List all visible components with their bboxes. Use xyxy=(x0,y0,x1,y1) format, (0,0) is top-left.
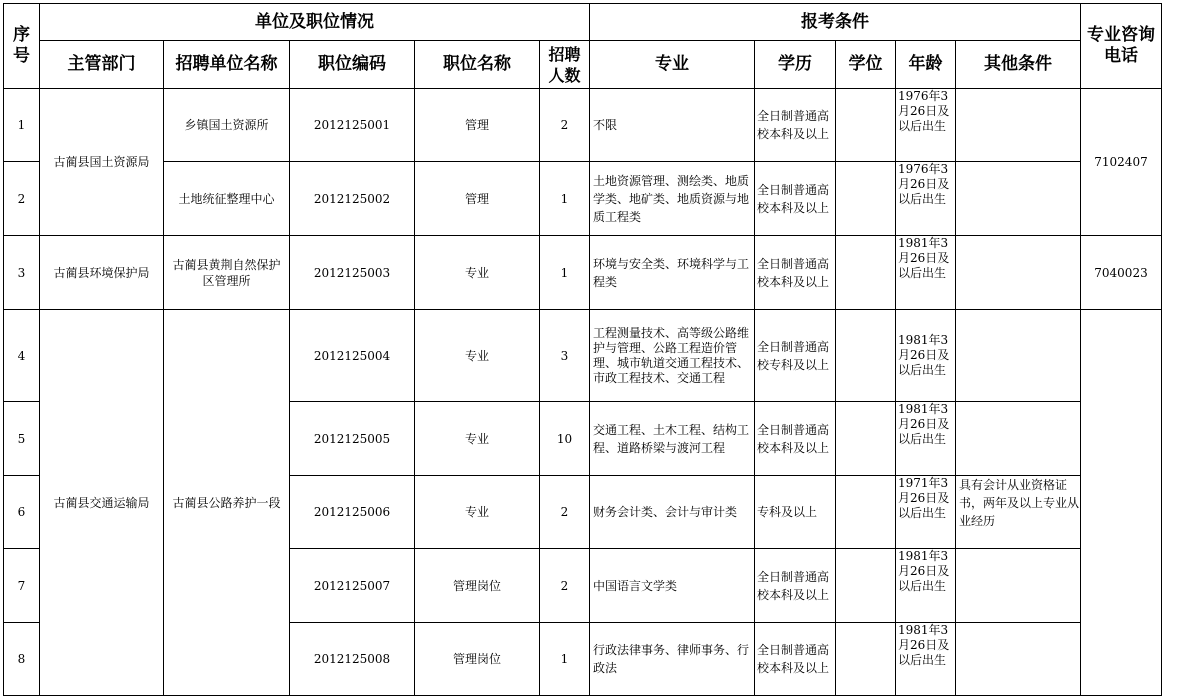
count-cell: 1 xyxy=(540,623,590,696)
phone-cell: 7102407 xyxy=(1081,89,1162,236)
major-cell: 交通工程、土木工程、结构工程、道路桥梁与渡河工程 xyxy=(590,402,755,476)
code-cell: 2012125005 xyxy=(290,402,415,476)
degree-cell xyxy=(836,402,896,476)
code-cell: 2012125004 xyxy=(290,310,415,402)
count-cell: 2 xyxy=(540,476,590,549)
header-row-1 xyxy=(4,4,1162,41)
age-cell: 1981年3月26日及以后出生 xyxy=(896,236,956,310)
seq-cell: 5 xyxy=(4,402,40,476)
education-cell: 全日制普通高校本科及以上 xyxy=(755,549,836,623)
degree-cell xyxy=(836,310,896,402)
major-cell: 工程测量技术、高等级公路维护与管理、公路工程造价管理、城市轨道交通工程技术、市政工程技术、交通工程 xyxy=(590,310,755,402)
position-header: 职位名称 xyxy=(415,41,540,89)
employer-cell: 乡镇国土资源所 xyxy=(164,89,290,162)
position-cell: 管理岗位 xyxy=(415,623,540,696)
degree-cell xyxy=(836,623,896,696)
employer-cell: 古蔺县公路养护一段 xyxy=(164,310,290,696)
seq-cell: 8 xyxy=(4,623,40,696)
degree-cell xyxy=(836,236,896,310)
other-cell xyxy=(956,162,1081,236)
major-cell: 行政法律事务、律师事务、行政法 xyxy=(590,623,755,696)
other-cell xyxy=(956,236,1081,310)
seq-cell: 6 xyxy=(4,476,40,549)
employer-header: 招聘单位名称 xyxy=(164,41,290,89)
count-header: 招聘人数 xyxy=(540,41,590,89)
major-cell: 不限 xyxy=(590,89,755,162)
table-row xyxy=(4,236,1162,310)
degree-header: 学位 xyxy=(836,41,896,89)
seq-cell: 7 xyxy=(4,549,40,623)
education-cell: 全日制普通高校本科及以上 xyxy=(755,623,836,696)
age-cell: 1981年3月26日及以后出生 xyxy=(896,310,956,402)
position-cell: 管理 xyxy=(415,162,540,236)
code-cell: 2012125007 xyxy=(290,549,415,623)
seq-cell: 4 xyxy=(4,310,40,402)
count-cell: 2 xyxy=(540,89,590,162)
education-cell: 全日制普通高校本科及以上 xyxy=(755,402,836,476)
other-cell xyxy=(956,402,1081,476)
table-row xyxy=(4,310,1162,402)
age-cell: 1976年3月26日及以后出生 xyxy=(896,89,956,162)
age-cell: 1981年3月26日及以后出生 xyxy=(896,623,956,696)
code-header: 职位编码 xyxy=(290,41,415,89)
recruitment-table xyxy=(3,3,1162,696)
code-cell: 2012125008 xyxy=(290,623,415,696)
other-cell: 具有会计从业资格证书，两年及以上专业从业经历 xyxy=(956,476,1081,549)
seq-cell: 1 xyxy=(4,89,40,162)
dept-cell: 古蔺县交通运输局 xyxy=(40,310,164,696)
dept-cell: 古蔺县环境保护局 xyxy=(40,236,164,310)
degree-cell xyxy=(836,476,896,549)
phone-header: 专业咨询电话 xyxy=(1081,4,1162,89)
header-row-2 xyxy=(4,41,1162,89)
age-cell: 1976年3月26日及以后出生 xyxy=(896,162,956,236)
major-cell: 财务会计类、会计与审计类 xyxy=(590,476,755,549)
education-header: 学历 xyxy=(755,41,836,89)
position-cell: 专业 xyxy=(415,310,540,402)
age-cell: 1971年3月26日及以后出生 xyxy=(896,476,956,549)
position-cell: 管理岗位 xyxy=(415,549,540,623)
other-cell xyxy=(956,89,1081,162)
degree-cell xyxy=(836,89,896,162)
phone-cell-empty xyxy=(1081,310,1162,696)
condition-group-header: 报考条件 xyxy=(590,4,1081,41)
education-cell: 全日制普通高校本科及以上 xyxy=(755,162,836,236)
table-row xyxy=(4,162,1162,236)
education-cell: 全日制普通高校本科及以上 xyxy=(755,89,836,162)
degree-cell xyxy=(836,162,896,236)
education-cell: 全日制普通高校专科及以上 xyxy=(755,310,836,402)
seq-cell: 2 xyxy=(4,162,40,236)
code-cell: 2012125001 xyxy=(290,89,415,162)
education-cell: 专科及以上 xyxy=(755,476,836,549)
count-cell: 1 xyxy=(540,162,590,236)
age-header: 年龄 xyxy=(896,41,956,89)
dept-header: 主管部门 xyxy=(40,41,164,89)
major-header: 专业 xyxy=(590,41,755,89)
code-cell: 2012125003 xyxy=(290,236,415,310)
count-cell: 1 xyxy=(540,236,590,310)
other-cell xyxy=(956,623,1081,696)
phone-cell: 7040023 xyxy=(1081,236,1162,310)
degree-cell xyxy=(836,549,896,623)
position-cell: 专业 xyxy=(415,476,540,549)
age-cell: 1981年3月26日及以后出生 xyxy=(896,402,956,476)
other-header: 其他条件 xyxy=(956,41,1081,89)
unit-group-header: 单位及职位情况 xyxy=(40,4,590,41)
education-cell: 全日制普通高校本科及以上 xyxy=(755,236,836,310)
table-row xyxy=(4,89,1162,162)
major-cell: 中国语言文学类 xyxy=(590,549,755,623)
dept-cell: 古蔺县国土资源局 xyxy=(40,89,164,236)
count-cell: 3 xyxy=(540,310,590,402)
code-cell: 2012125002 xyxy=(290,162,415,236)
age-cell: 1981年3月26日及以后出生 xyxy=(896,549,956,623)
other-cell xyxy=(956,310,1081,402)
major-cell: 土地资源管理、测绘类、地质学类、地矿类、地质资源与地质工程类 xyxy=(590,162,755,236)
employer-cell: 土地统征整理中心 xyxy=(164,162,290,236)
code-cell: 2012125006 xyxy=(290,476,415,549)
other-cell xyxy=(956,549,1081,623)
count-cell: 2 xyxy=(540,549,590,623)
position-cell: 管理 xyxy=(415,89,540,162)
count-cell: 10 xyxy=(540,402,590,476)
major-cell: 环境与安全类、环境科学与工程类 xyxy=(590,236,755,310)
employer-cell: 古蔺县黄荆自然保护区管理所 xyxy=(164,236,290,310)
seq-header: 序号 xyxy=(4,4,40,89)
seq-cell: 3 xyxy=(4,236,40,310)
position-cell: 专业 xyxy=(415,236,540,310)
position-cell: 专业 xyxy=(415,402,540,476)
